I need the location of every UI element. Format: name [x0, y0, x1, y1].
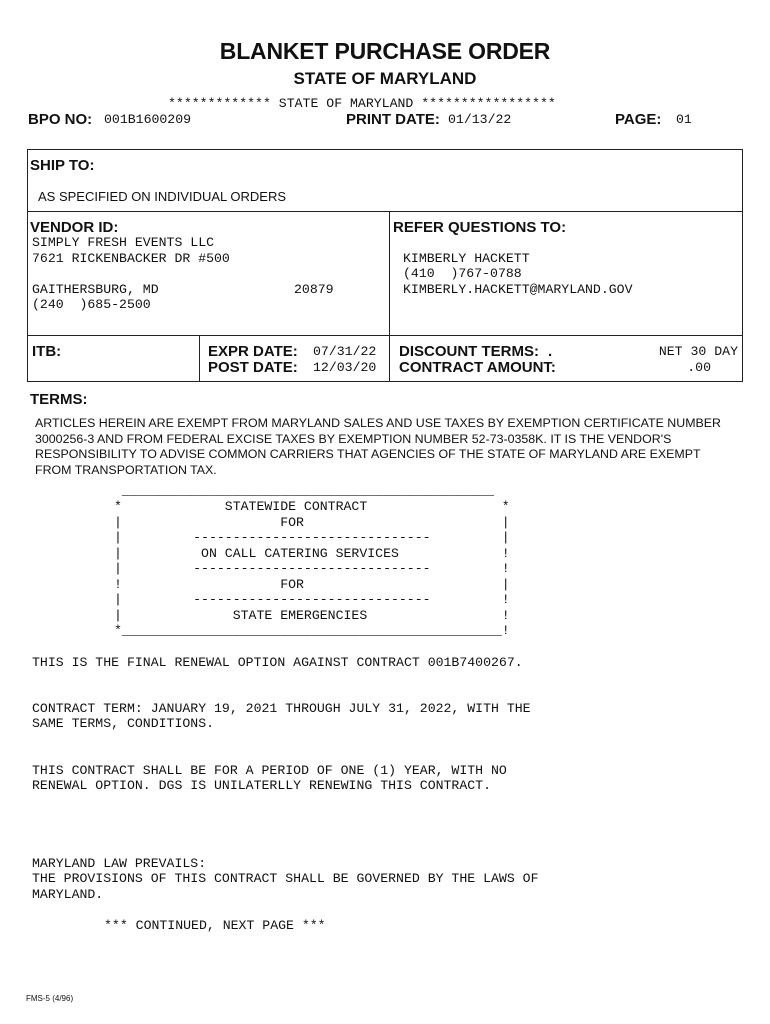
- contract-amount-label: CONTRACT AMOUNT:: [399, 359, 556, 376]
- vendor-id-label: VENDOR ID:: [30, 219, 119, 236]
- contract-box-line: | FOR |: [114, 514, 510, 530]
- continued-next-page: *** CONTINUED, NEXT PAGE ***: [104, 918, 326, 933]
- renewal-option-text: THIS IS THE FINAL RENEWAL OPTION AGAINST CONTRACT 001B7400267.: [32, 655, 523, 670]
- contract-box-line: | ------------------------------ !: [114, 561, 510, 576]
- page-label: PAGE:: [615, 111, 662, 128]
- vendor-name: SIMPLY FRESH EVENTS LLC: [32, 235, 215, 250]
- form-id: FMS-5 (4/96): [26, 994, 74, 1003]
- ship-to-divider: [27, 211, 743, 212]
- refer-email: KIMBERLY.HACKETT@MARYLAND.GOV: [403, 282, 633, 297]
- contract-box-line: *________________________________________________!: [114, 623, 510, 638]
- contract-box-top: _______________________________________________: [114, 483, 494, 498]
- post-date-value: 12/03/20: [313, 360, 377, 375]
- post-date-label: POST DATE:: [208, 359, 298, 376]
- expr-date-value: 07/31/22: [313, 344, 377, 359]
- itb-divider: [199, 335, 200, 382]
- print-date-value: 01/13/22: [448, 112, 512, 127]
- vendor-divider: [27, 335, 743, 336]
- law-prevails-line-1: MARYLAND LAW PREVAILS:: [32, 856, 207, 871]
- refer-questions-label: REFER QUESTIONS TO:: [393, 219, 567, 236]
- contract-box-line: * STATEWIDE CONTRACT *: [114, 499, 510, 514]
- discount-terms-label: DISCOUNT TERMS:: [399, 343, 539, 360]
- contract-term-line-2: SAME TERMS, CONDITIONS.: [32, 716, 215, 731]
- discount-terms-value: .: [548, 343, 553, 360]
- contract-box-line: | ON CALL CATERING SERVICES !: [114, 545, 510, 561]
- contract-box-line: | ------------------------------ !: [114, 592, 510, 607]
- bpo-value: 001B1600209: [104, 112, 192, 127]
- vendor-zip: 20879: [294, 282, 334, 297]
- law-prevails-line-2: THE PROVISIONS OF THIS CONTRACT SHALL BE GOVERNED BY THE LAWS OF: [32, 871, 539, 886]
- contract-box: [114, 499, 510, 639]
- vendor-address: 7621 RICKENBACKER DR #500: [32, 251, 230, 266]
- discount-terms-net: NET 30 DAY: [658, 344, 738, 359]
- terms-label: TERMS:: [30, 391, 88, 408]
- contract-period-line-2: RENEWAL OPTION. DGS IS UNILATERLLY RENEWING THIS CONTRACT.: [32, 778, 491, 793]
- contract-period-line-1: THIS CONTRACT SHALL BE FOR A PERIOD OF ONE (1) YEAR, WITH NO: [32, 763, 507, 778]
- contract-box-line: | STATE EMERGENCIES !: [114, 607, 510, 623]
- law-prevails-line-3: MARYLAND.: [32, 887, 104, 902]
- contract-term-line-1: CONTRACT TERM: JANUARY 19, 2021 THROUGH JULY 31, 2022, WITH THE: [32, 701, 531, 716]
- contract-box-line: | ------------------------------ |: [114, 530, 510, 545]
- terms-text: ARTICLES HEREIN ARE EXEMPT FROM MARYLAND SALES AND USE TAXES BY EXEMPTION CERTIFICATE NUMBER 3000256-3 AND FROM FEDERAL EXCISE TAXES BY EXEMPTION NUMBER 52-73-0358K. IT IS THE VENDOR'S RESPONSIBILITY TO ADVISE COMMON CARRIERS THAT AGENCIES OF THE STATE OF MARYLAND ARE EXEMPT FROM TRANSPORTATION TAX.: [35, 416, 722, 477]
- itb-label: ITB:: [32, 343, 62, 360]
- document-title: BLANKET PURCHASE ORDER: [219, 38, 551, 64]
- banner-line: ************* STATE OF MARYLAND *****************: [168, 96, 556, 111]
- refer-phone: (410 )767-0788: [403, 266, 522, 281]
- ship-to-label: SHIP TO:: [30, 157, 95, 174]
- page-value: 01: [676, 112, 692, 127]
- bpo-label: BPO NO:: [28, 111, 93, 128]
- document-subtitle: STATE OF MARYLAND: [293, 69, 477, 88]
- vendor-city: GAITHERSBURG, MD: [32, 282, 159, 297]
- contract-box-line: ! FOR |: [114, 576, 510, 592]
- expr-date-label: EXPR DATE:: [208, 343, 298, 360]
- vendor-phone: (240 )685-2500: [32, 297, 151, 312]
- refer-name: KIMBERLY HACKETT: [403, 251, 530, 266]
- ship-to-value: AS SPECIFIED ON INDIVIDUAL ORDERS: [38, 189, 287, 204]
- print-date-label: PRINT DATE:: [346, 111, 440, 128]
- vendor-refer-divider: [389, 211, 390, 382]
- contract-amount-value: .00: [687, 360, 711, 375]
